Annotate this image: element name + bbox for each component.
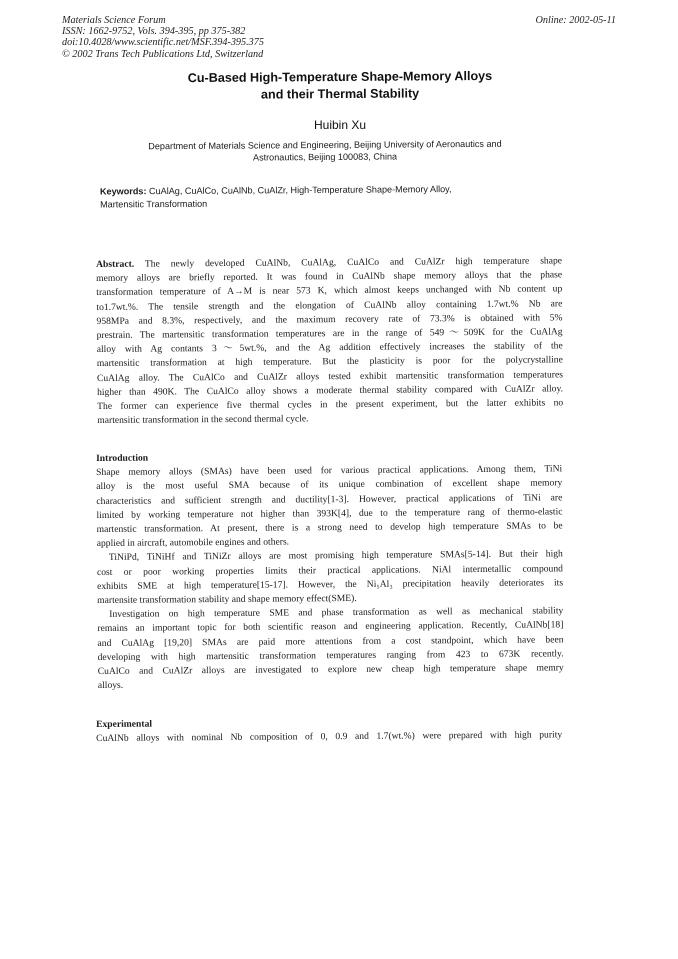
doi-line: doi:10.4028/www.scientific.net/MSF.394-395.375 <box>62 37 264 49</box>
abstract-line: martensitic transformation in the second thermal cycle. <box>97 413 309 427</box>
intro-line: remains an important topic for both scientific reason and engineering application. Recently, CuAlNb[18] <box>97 619 564 635</box>
affiliation <box>110 137 540 165</box>
abstract-line: alloy with Ag contants 3～5wt.%, and the Ag addition effectively increases the stability of the <box>96 340 563 356</box>
intro-line: TiNiPd, TiNiHf and TiNiZr alloys are most promising high temperature SMAs[5-14]. But their high <box>108 548 563 564</box>
keywords-label: Keywords: <box>99 186 147 197</box>
author-name: Huibin Xu <box>313 118 367 132</box>
abstract-line: higher than 490K. The CuAlCo alloy shows a moderate thermal stability compared with CuAlZr alloy. <box>97 383 564 398</box>
intro-line: applied in aircraft, automobile engines and others. <box>96 536 290 550</box>
online-date: Online: 2002-05-11 <box>535 15 616 26</box>
intro-line: exhibits SME at high temperature[15-17]. However, the Ni₅Al₃ precipitation heavily deteriorates its <box>97 577 564 592</box>
abstract-line: memory alloys are briefly reported. It was found in CuAlNb shape memory alloys that the phase <box>96 269 563 285</box>
abstract-line: to1.7wt.%. The tensile strength and the elongation of CuAlNb alloy containing 1.7wt.% Nb are <box>96 297 563 313</box>
abstract-line: The former can experience five thermal cycles in the present experiment, but the latter exhibits no <box>97 397 564 413</box>
intro-line: martensite transformation stability and shape memory effect(SME). <box>97 592 357 607</box>
intro-line: characteristics and sufficient strength and ductility[1-3]. However, practical applications of TiNi are <box>96 491 563 507</box>
abstract-label: Abstract. <box>96 258 135 270</box>
experimental-line: CuAlNb alloys with nominal Nb composition of 0, 0.9 and 1.7(wt.%) were prepared with high purity <box>96 729 563 745</box>
title-line-2: and their Thermal Stability <box>260 86 420 102</box>
experimental-heading: Experimental <box>96 718 153 730</box>
copyright-line: © 2002 Trans Tech Publications Ltd, Switzerland <box>62 48 264 60</box>
intro-line: Shape memory alloys (SMAs) have been used for various practical applications. Among them, TiNi <box>96 463 563 479</box>
keywords-line-2: Martensitic Transformation <box>100 198 208 210</box>
issn-line: ISSN: 1662-9752, Vols. 394-395, pp 375-382 <box>62 26 246 38</box>
abstract-line: prestrain. The martensitic transformation temperatures are in the range of 549～509K for the CuAlAg <box>96 326 563 342</box>
abstract-line: transformation temperature of A→M is near 573 K, which almost keeps unchanged with Nb content up <box>96 283 563 299</box>
journal-name: Materials Science Forum <box>62 15 166 26</box>
intro-line: and CuAlAg [19,20] SMAs are paid more attentions from a cost standpoint, which have been <box>97 633 564 649</box>
introduction-heading: Introduction <box>96 452 149 464</box>
abstract-line: martensitic transformation at high temperature. But the plasticity is poor for the polycrystalline <box>96 354 563 370</box>
introduction-section <box>96 448 564 693</box>
affiliation-line-1: Department of Materials Science and Engineering, Beijing University of Aeronautics and <box>148 138 502 152</box>
title-line-1: Cu-Based High-Temperature Shape-Memory Alloys <box>187 68 493 86</box>
intro-line: limited by working temperature not higher than 393K[4], due to the temperature rang of thermo-elastic <box>96 506 563 521</box>
abstract-line: The newly developed CuAlNb, CuAlAg, CuAlCo and CuAlZr high temperature shape <box>144 255 563 270</box>
affiliation-line-2: Astronautics, Beijing 100083, China <box>252 151 398 163</box>
journal-meta <box>62 15 264 60</box>
intro-line: martenstic transformation. At present, there is a strong need to develop high temperature SMAs to be <box>96 520 563 536</box>
experimental-section <box>96 714 562 746</box>
abstract-line: 958MPa and 8.3%, respectively, and the maximum recovery rate of 73.3% is obtained with 5% <box>96 312 563 327</box>
abstract-section <box>96 254 563 428</box>
abstract-line: CuAlAg alloy. The CuAlCo and CuAlZr alloys tested exhibit martensitic transformation temperatures <box>96 368 563 384</box>
intro-line: alloys. <box>97 680 124 692</box>
intro-line: developing with high martensitic transformation temperatures ranging from 423 to 673K recently. <box>97 648 564 663</box>
intro-line: alloy is the most useful SMA because of its unique combination of excellent shape memory <box>96 477 563 493</box>
paper-title <box>90 67 590 104</box>
intro-line: CuAlCo and CuAlZr alloys are investigated to explore new cheap high temperature shape memry <box>97 662 564 678</box>
keywords-line-1: CuAlAg, CuAlCo, CuAlNb, CuAlZr, High-Temperature Shape-Memory Alloy, <box>148 184 452 197</box>
keywords <box>100 183 520 211</box>
intro-line: Investigation on high temperature SME and phase transformation as well as mechanical stability <box>109 605 564 621</box>
intro-line: cost or poor working properties limits their practical applications. NiAl intermetallic compound <box>96 562 563 578</box>
